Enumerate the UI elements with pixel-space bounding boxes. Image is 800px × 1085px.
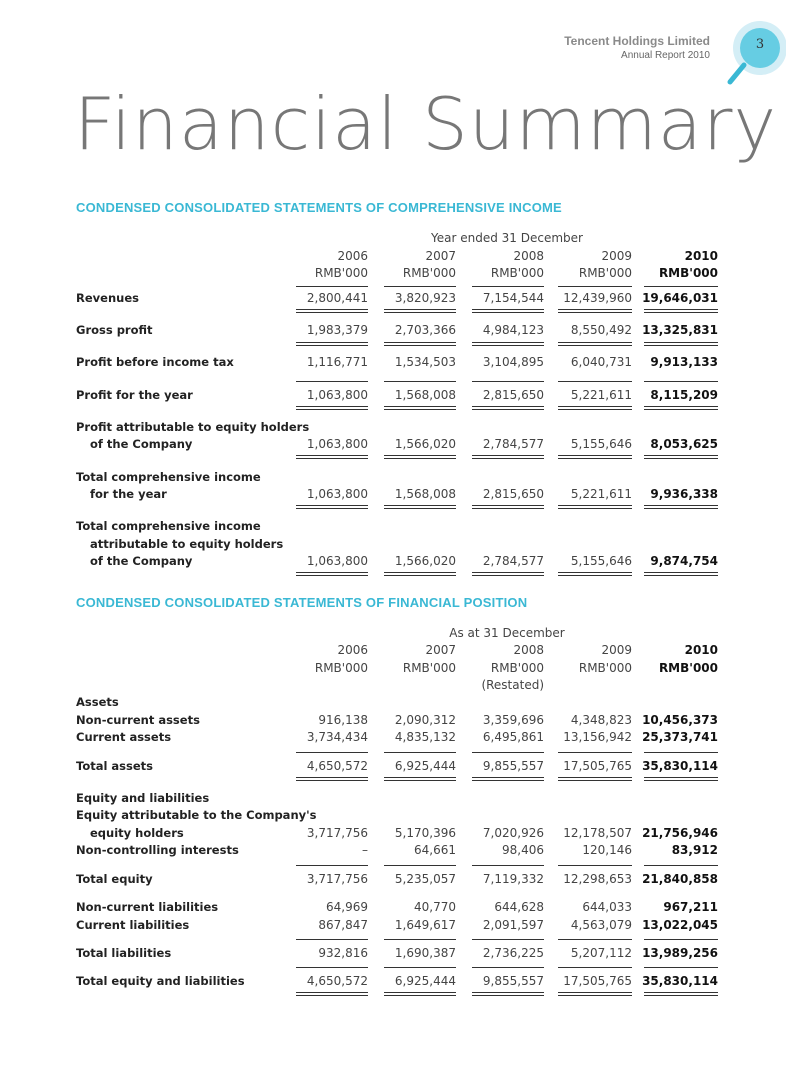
income-section-title: CONDENSED CONSOLIDATED STATEMENTS OF COMPREHENSIVE INCOME	[76, 200, 562, 215]
table-cell: 8,115,209	[650, 388, 718, 402]
table-cell: 8,550,492	[570, 323, 632, 337]
rule	[384, 752, 456, 753]
rule	[296, 406, 368, 407]
rule	[644, 575, 718, 576]
income-period-header: Year ended 31 December	[431, 231, 583, 245]
rule	[296, 312, 368, 313]
rule	[384, 995, 456, 996]
table-cell: 5,207,112	[570, 946, 632, 960]
rule	[384, 505, 456, 506]
rule	[296, 865, 368, 866]
row-label: Profit before income tax	[76, 355, 234, 369]
table-cell: 3,104,895	[482, 355, 544, 369]
table-cell: 916,138	[318, 713, 368, 727]
rule	[384, 967, 456, 968]
company-name: Tencent Holdings Limited	[564, 34, 710, 48]
rule	[558, 505, 632, 506]
rule	[644, 967, 718, 968]
unit-header: RMB'000	[658, 661, 718, 675]
rule	[472, 381, 544, 382]
unit-header: RMB'000	[578, 266, 632, 280]
rule	[558, 458, 632, 459]
rule	[384, 455, 456, 456]
table-cell: 5,155,646	[570, 437, 632, 451]
table-cell: 1,568,008	[394, 388, 456, 402]
table-cell: 17,505,765	[563, 759, 632, 773]
rule	[296, 939, 368, 940]
table-cell: 5,221,611	[570, 388, 632, 402]
rule	[558, 309, 632, 310]
table-cell: 1,983,379	[306, 323, 368, 337]
unit-header: RMB'000	[578, 661, 632, 675]
rule	[558, 752, 632, 753]
table-cell: 6,040,731	[570, 355, 632, 369]
rule	[644, 309, 718, 310]
rule	[296, 992, 368, 993]
rule	[558, 455, 632, 456]
table-cell: 35,830,114	[642, 759, 718, 773]
table-cell: 4,835,132	[394, 730, 456, 744]
row-label: Profit attributable to equity holders	[76, 420, 310, 434]
year-header: 2008	[513, 249, 544, 263]
table-cell: 5,170,396	[394, 826, 456, 840]
rule	[384, 575, 456, 576]
table-cell: 13,325,831	[642, 323, 718, 337]
year-header: 2007	[425, 249, 456, 263]
row-label: Non-current assets	[76, 713, 200, 727]
table-cell: 644,033	[582, 900, 632, 914]
row-label: Gross profit	[76, 323, 153, 337]
rule	[296, 572, 368, 573]
row-label: Revenues	[76, 291, 139, 305]
table-cell: 21,756,946	[642, 826, 718, 840]
rule	[384, 342, 456, 343]
rule	[558, 409, 632, 410]
row-label: Current assets	[76, 730, 172, 744]
row-label: for the year	[90, 487, 167, 501]
table-cell: –	[362, 843, 368, 857]
table-cell: 4,650,572	[306, 759, 368, 773]
row-label: Total liabilities	[76, 946, 172, 960]
rule	[472, 409, 544, 410]
rule	[384, 939, 456, 940]
row-label: Total equity	[76, 872, 153, 886]
table-cell: 1,063,800	[306, 554, 368, 568]
table-cell: 3,734,434	[306, 730, 368, 744]
rule	[472, 505, 544, 506]
rule	[296, 780, 368, 781]
rule	[558, 939, 632, 940]
row-label: Total comprehensive income	[76, 470, 261, 484]
rule	[558, 777, 632, 778]
year-header: 2009	[601, 249, 632, 263]
year-header: 2006	[337, 249, 368, 263]
rule	[644, 865, 718, 866]
unit-header: RMB'000	[658, 266, 718, 280]
rule	[296, 345, 368, 346]
rule	[384, 458, 456, 459]
year-header: 2009	[601, 643, 632, 657]
rule	[384, 312, 456, 313]
table-cell: 12,298,653	[563, 872, 632, 886]
rule	[644, 286, 718, 287]
table-cell: 17,505,765	[563, 974, 632, 988]
rule	[472, 345, 544, 346]
table-cell: 1,649,617	[394, 918, 456, 932]
table-cell: 967,211	[663, 900, 718, 914]
table-cell: 6,925,444	[394, 759, 456, 773]
table-cell: 64,969	[326, 900, 368, 914]
table-cell: 932,816	[318, 946, 368, 960]
row-label: Current liabilities	[76, 918, 190, 932]
row-label: of the Company	[90, 437, 193, 451]
table-cell: 5,155,646	[570, 554, 632, 568]
table-cell: 6,925,444	[394, 974, 456, 988]
rule	[644, 455, 718, 456]
table-cell: 9,855,557	[482, 974, 544, 988]
rule	[384, 406, 456, 407]
rule	[472, 992, 544, 993]
table-cell: 12,178,507	[563, 826, 632, 840]
table-cell: 3,717,756	[306, 872, 368, 886]
page-title: Financial Summary	[74, 82, 778, 166]
table-cell: 4,348,823	[570, 713, 632, 727]
rule	[384, 309, 456, 310]
table-cell: 1,116,771	[306, 355, 368, 369]
rule	[472, 508, 544, 509]
table-cell: 5,221,611	[570, 487, 632, 501]
rule	[558, 508, 632, 509]
rule	[472, 995, 544, 996]
rule	[296, 458, 368, 459]
table-cell: 64,661	[414, 843, 456, 857]
table-cell: 35,830,114	[642, 974, 718, 988]
table-cell: 7,119,332	[482, 872, 544, 886]
rule	[644, 345, 718, 346]
table-cell: 1,063,800	[306, 437, 368, 451]
table-cell: 40,770	[414, 900, 456, 914]
row-label: Non-controlling interests	[76, 843, 239, 857]
rule	[296, 967, 368, 968]
row-label: attributable to equity holders	[90, 537, 284, 551]
table-cell: 2,815,650	[482, 388, 544, 402]
rule	[558, 780, 632, 781]
rule	[558, 575, 632, 576]
equity-heading: Equity and liabilities	[76, 791, 210, 805]
rule	[472, 286, 544, 287]
rule	[644, 458, 718, 459]
table-cell: 10,456,373	[642, 713, 718, 727]
rule	[472, 780, 544, 781]
table-cell: 7,154,544	[482, 291, 544, 305]
table-cell: 644,628	[494, 900, 544, 914]
rule	[296, 777, 368, 778]
table-cell: 2,090,312	[394, 713, 456, 727]
rule	[296, 505, 368, 506]
table-cell: 4,650,572	[306, 974, 368, 988]
table-cell: 1,566,020	[394, 437, 456, 451]
table-cell: 3,820,923	[394, 291, 456, 305]
rule	[384, 572, 456, 573]
rule	[558, 345, 632, 346]
table-cell: 13,022,045	[642, 918, 718, 932]
table-cell: 8,053,625	[650, 437, 718, 451]
unit-header: RMB'000	[402, 266, 456, 280]
rule	[384, 409, 456, 410]
row-label: Total comprehensive income	[76, 519, 261, 533]
row-label: equity holders	[90, 826, 184, 840]
rule	[472, 572, 544, 573]
rule	[472, 309, 544, 310]
rule	[472, 455, 544, 456]
rule	[472, 575, 544, 576]
rule	[644, 995, 718, 996]
table-cell: 9,913,133	[650, 355, 718, 369]
table-cell: 3,717,756	[306, 826, 368, 840]
rule	[558, 967, 632, 968]
rule	[644, 342, 718, 343]
table-cell: 9,874,754	[650, 554, 718, 568]
rule	[558, 312, 632, 313]
rule	[384, 780, 456, 781]
unit-header: RMB'000	[490, 661, 544, 675]
rule	[558, 406, 632, 407]
table-cell: 19,646,031	[642, 291, 718, 305]
row-label: Profit for the year	[76, 388, 193, 402]
row-label: of the Company	[90, 554, 193, 568]
table-cell: 4,563,079	[570, 918, 632, 932]
rule	[558, 865, 632, 866]
row-label: Total equity and liabilities	[76, 974, 245, 988]
table-cell: 1,566,020	[394, 554, 456, 568]
rule	[384, 286, 456, 287]
table-cell: 12,439,960	[563, 291, 632, 305]
restated-note: (Restated)	[481, 678, 544, 692]
rule	[472, 939, 544, 940]
rule	[472, 752, 544, 753]
row-label: Equity attributable to the Company's	[76, 808, 317, 822]
rule	[472, 342, 544, 343]
position-period-header: As at 31 December	[449, 626, 565, 640]
rule	[384, 508, 456, 509]
table-cell: 1,534,503	[394, 355, 456, 369]
rule	[296, 342, 368, 343]
rule	[558, 995, 632, 996]
table-cell: 13,156,942	[563, 730, 632, 744]
table-cell: 2,800,441	[306, 291, 368, 305]
rule	[472, 777, 544, 778]
table-cell: 2,703,366	[394, 323, 456, 337]
table-cell: 2,736,225	[482, 946, 544, 960]
rule	[384, 992, 456, 993]
table-cell: 9,855,557	[482, 759, 544, 773]
rule	[296, 309, 368, 310]
table-cell: 1,063,800	[306, 487, 368, 501]
rule	[644, 572, 718, 573]
table-cell: 1,690,387	[394, 946, 456, 960]
rule	[472, 406, 544, 407]
rule	[296, 286, 368, 287]
rule	[644, 505, 718, 506]
table-cell: 6,495,861	[482, 730, 544, 744]
rule	[558, 342, 632, 343]
rule	[644, 780, 718, 781]
table-cell: 2,784,577	[482, 437, 544, 451]
table-cell: 9,936,338	[650, 487, 718, 501]
row-label: Total assets	[76, 759, 154, 773]
rule	[384, 865, 456, 866]
table-cell: 4,984,123	[482, 323, 544, 337]
page-number: 3	[755, 37, 765, 52]
table-cell: 2,815,650	[482, 487, 544, 501]
rule	[558, 992, 632, 993]
year-header: 2008	[513, 643, 544, 657]
unit-header: RMB'000	[314, 661, 368, 675]
rule	[558, 286, 632, 287]
rule	[558, 572, 632, 573]
rule	[644, 312, 718, 313]
table-cell: 13,989,256	[642, 946, 718, 960]
rule	[472, 458, 544, 459]
position-section-title: CONDENSED CONSOLIDATED STATEMENTS OF FINANCIAL POSITION	[76, 595, 528, 610]
row-label: Non-current liabilities	[76, 900, 219, 914]
unit-header: RMB'000	[490, 266, 544, 280]
rule	[296, 995, 368, 996]
rule	[472, 865, 544, 866]
rule	[296, 508, 368, 509]
table-cell: 867,847	[318, 918, 368, 932]
rule	[644, 992, 718, 993]
rule	[644, 752, 718, 753]
year-header: 2010	[684, 643, 718, 657]
year-header: 2006	[337, 643, 368, 657]
table-cell: 5,235,057	[394, 872, 456, 886]
table-cell: 7,020,926	[482, 826, 544, 840]
rule	[644, 406, 718, 407]
rule	[296, 575, 368, 576]
rule	[296, 455, 368, 456]
table-cell: 2,784,577	[482, 554, 544, 568]
rule	[644, 508, 718, 509]
unit-header: RMB'000	[402, 661, 456, 675]
rule	[384, 777, 456, 778]
year-header: 2010	[684, 249, 718, 263]
rule	[472, 967, 544, 968]
table-cell: 25,373,741	[642, 730, 718, 744]
rule	[296, 752, 368, 753]
page-number-badge	[716, 16, 786, 86]
rule	[384, 381, 456, 382]
unit-header: RMB'000	[314, 266, 368, 280]
rule	[644, 409, 718, 410]
rule	[296, 409, 368, 410]
table-cell: 98,406	[502, 843, 544, 857]
table-cell: 83,912	[671, 843, 718, 857]
report-header	[564, 34, 710, 61]
table-cell: 120,146	[582, 843, 632, 857]
assets-heading: Assets	[76, 695, 119, 709]
report-name: Annual Report 2010	[621, 50, 710, 61]
rule	[384, 345, 456, 346]
rule	[296, 381, 368, 382]
rule	[644, 939, 718, 940]
rule	[558, 381, 632, 382]
year-header: 2007	[425, 643, 456, 657]
table-cell: 2,091,597	[482, 918, 544, 932]
rule	[644, 381, 718, 382]
table-cell: 21,840,858	[642, 872, 718, 886]
rule	[472, 312, 544, 313]
table-cell: 3,359,696	[482, 713, 544, 727]
rule	[644, 777, 718, 778]
table-cell: 1,568,008	[394, 487, 456, 501]
table-cell: 1,063,800	[306, 388, 368, 402]
